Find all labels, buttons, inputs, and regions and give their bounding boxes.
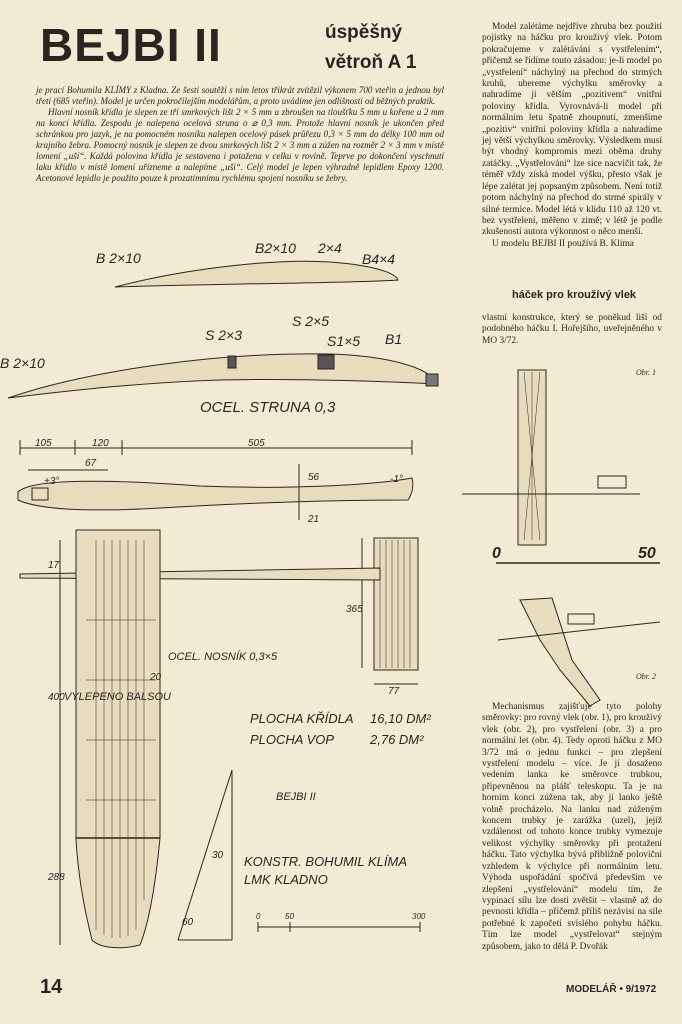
dim-77: 77 (388, 686, 400, 697)
article-subtitle-2: větroň A 1 (325, 52, 417, 73)
wing-plan (76, 530, 160, 948)
paragraph-konstrukce: vlastní konstrukce, který se poněkud liší od podobného háčku I. Hořejšího, uveřejněného v MO 3/72. (482, 313, 662, 346)
label-ocel-struna: OCEL. STRUNA 0,3 (200, 399, 336, 416)
label-vylepeno-balsou: VYLEPENO BALSOU (64, 691, 171, 703)
dim-30: 30 (212, 850, 224, 861)
hook-scale-50: 50 (638, 545, 656, 562)
rudder (374, 538, 418, 670)
paragraph-zaletani: Model zalétáme nejdříve zhruba bez použití pojistky na háčku pro kroužívý vlek. Potom pokračujeme v zalétávání s vystřelením“, přičemž se řídíme touto zásadou: je-li model po „vystřelení“ náchylný na přechod do strmých kruhů, ubereme výchylku směrovky a nahradíme ji větším „pozitivem“ vnitřní poloviny křídla. Vyrovnává-li model při normálním letu špatně zhoupnutí, zmenšíme „pozitiv“ vnitřní poloviny křídla a nahradíme jej větší výchylkou směrovky. Výsledkem musí být vhodný kompromis mezi oběma druhy zatáčky. „Vystřelování“ lze sice nacvičit tak, že téměř vždy získá model výšku, přesto však je lépe zalétat jej popsaným způsobem. Není totiž potom náchylný na přechod do strmé spirály v silné termice. Model létá v klidu 110 až 120 vt. bez vystřelení, měřeno v zimě; v létě je podle zkušeností autora výkonnost o něco menší. (482, 22, 662, 238)
label-ocel-nosnik: OCEL. NOSNÍK 0,3×5 (168, 651, 278, 663)
dim-20: 20 (150, 672, 162, 683)
plocha-kridla-label: PLOCHA KŘÍDLA (250, 711, 354, 726)
dim-17: 17 (48, 560, 60, 571)
label-b1: B1 (385, 331, 403, 347)
scale-tick-0: 0 (256, 912, 261, 921)
dim-56: 56 (308, 472, 320, 483)
dim-400: 400 (48, 692, 65, 703)
dim-21: 21 (308, 514, 320, 525)
dim-365: 365 (346, 604, 363, 615)
intro-paragraph-1: je prací Bohumila KLÍMY z Kladna. Ze šesti soutěží s ním letos třikrát zvítězil výkonem 700 vteřin a jednou byl třetí (685 vteřin). Model je určen pokročilejším modelářům, a proto uvádíme jen odlišnosti od běžných praktik. (36, 85, 444, 106)
figure-label-1: Obr. 1 (636, 368, 657, 377)
label-s2x5: S 2×5 (292, 313, 329, 329)
figure-label-2: Obr. 2 (636, 672, 657, 681)
label-s1x5: S1×5 (327, 333, 361, 349)
article-subtitle-1: úspěšný (325, 22, 403, 43)
paragraph-klima: U modelu BEJBI II používá B. Klíma (492, 238, 634, 249)
konstr-label: KONSTR. BOHUMIL KLÍMA (244, 854, 408, 869)
plocha-kridla-value: 16,10 DM² (370, 711, 431, 726)
label-s2x3: S 2×3 (205, 327, 242, 343)
spar-s2x3 (228, 356, 236, 368)
spar-s1x5 (318, 355, 334, 369)
scale-tick-300: 300 (412, 912, 426, 921)
scale-tick-50: 50 (285, 912, 294, 921)
wing-profile-top (115, 261, 398, 287)
magazine-issue: MODELÁŘ • 9/1972 (566, 984, 657, 995)
spar-b1 (426, 374, 438, 386)
dim-288: 288 (48, 872, 65, 883)
article-title: BEJBI II (40, 19, 222, 71)
dim-minus1: -1° (390, 474, 403, 485)
label-b2x10-section: B 2×10 (0, 355, 45, 371)
dim-60: 60 (182, 917, 194, 928)
label-b2x10-top: B 2×10 (96, 250, 141, 266)
paragraph-mechanismus: Mechanismus zajišťuje tyto polohy směrovky: pro rovný vlek (obr. 1), pro kroužívý vlek (obr. 2), pro vystřelení (obr. 3) a pro normální let (obr. 4). Tedy oproti háčku z MO 3/72 má o jednu funkci – pro zlepšení vystřelení modelu – více. Je jí dosaženo vedením lanka ke směrovce trubkou, připevněnou na plášť teleskopu. Ta je na horním konci zúžena tak, aby jí lanko ještě volně procházelo. Na lanku nad zúženým koncem trubky je zarážka (uzel), jejíž vzdálenost od tohoto konce trubky vymezuje velikost výchylky směrovky při protažení háčku. Tato výchylka bývá přibližně poloviční vzhledem k výchylce při normálním letu. Výhoda uspořádání spočívá především ve zlepšení „vystřelování“ modelu tím, že vypínací sílu lze dosti zvětšit – vlastně až do pevnosti křídla – přičemž příliš nezávisí na síle potřebné k započetí svislého pohybu háčku. Tím lze model „vystřelovat“ stejným způsobem, jako to dělá P. Dvořák (482, 702, 662, 952)
hook-scale-0: 0 (492, 545, 501, 562)
dim-67: 67 (85, 458, 97, 469)
label-2x4: 2×4 (318, 240, 342, 256)
lmk-label: LMK KLADNO (244, 872, 328, 887)
section-heading: háček pro kroužívý vlek (511, 289, 637, 301)
intro-paragraph-2: Hlavní nosník křídla je slepen ze tří smrkových lišt 2 × 5 mm a zbroušen na tloušťku 5 mm u kořene a 2 mm na konci křídla. Zespodu je nalepena ocelová struna o ⌀ 0,3 mm. Protože hlavní nosník je ukončen před schránkou pro jazyk, je na pomocném nosníku nalepen ocelový pásek průřezu 0,3 × 5 mm do délky 100 mm od krajního žebra. Pomocný nosník je slepen ze dvou smrkových lišt 2 × 3 mm a zúžen na rozměr 2 × 3 mm v místě lomení „uší“. Každá polovina křídla je sestavena i potažena v celku v rovině. Teprve po dokončení vyschnutí laku křídlo v místě lomení uřízneme a nalepíme „uši“. Celý model je lepen výhradně lepidlem Epoxy 1200. Acetonové lepidlo je použito pouze k prozatímnímu rychlému spojení nosníku se žebry. (36, 107, 444, 183)
fuselage-side (18, 478, 413, 510)
dim-505: 505 (248, 438, 265, 449)
page-number: 14 (40, 976, 63, 998)
label-b4x4: B4×4 (362, 251, 396, 267)
dim-105: 105 (35, 438, 52, 449)
wing-profile-section (8, 354, 438, 398)
plocha-vop-label: PLOCHA VOP (250, 732, 335, 747)
label-b2x10-mid: B2×10 (255, 240, 296, 256)
dim-plus3: +3° (44, 476, 60, 487)
plocha-vop-value: 2,76 DM² (370, 732, 424, 747)
tail-boom (20, 568, 380, 580)
dim-120: 120 (92, 438, 109, 449)
drawing-model-name: BEJBI II (276, 791, 316, 803)
